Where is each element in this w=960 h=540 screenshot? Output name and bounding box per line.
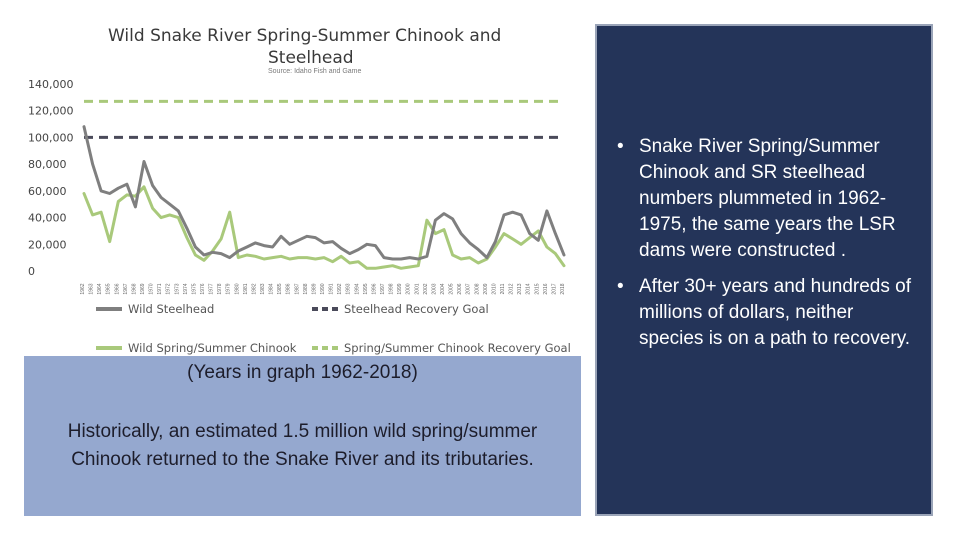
x-tick-label: 1982 bbox=[251, 283, 258, 295]
x-tick-label: 1998 bbox=[388, 283, 395, 295]
y-tick-label: 120,000 bbox=[28, 104, 74, 118]
legend-label: Spring/Summer Chinook Recovery Goal bbox=[344, 341, 571, 355]
x-tick-label: 1962 bbox=[80, 283, 86, 295]
x-tick-label: 1989 bbox=[311, 283, 318, 295]
x-tick-label: 1979 bbox=[225, 283, 232, 295]
legend-label: Wild Spring/Summer Chinook bbox=[128, 341, 297, 355]
x-tick-label: 1996 bbox=[371, 283, 378, 295]
x-tick-label: 1997 bbox=[380, 283, 386, 295]
legend-label: Wild Steelhead bbox=[128, 302, 215, 316]
x-tick-label: 1999 bbox=[397, 283, 404, 295]
side-panel bbox=[595, 24, 933, 516]
x-tick-label: 1967 bbox=[122, 283, 129, 295]
y-axis bbox=[28, 78, 74, 278]
y-tick-label: 0 bbox=[28, 265, 35, 278]
plot-lines bbox=[84, 101, 564, 268]
x-tick-label: 1995 bbox=[362, 283, 369, 295]
line-chart bbox=[24, 14, 584, 364]
y-tick-label: 100,000 bbox=[28, 131, 74, 145]
x-tick-label: 2000 bbox=[405, 283, 412, 295]
x-tick-label: 1980 bbox=[234, 283, 241, 295]
x-tick-label: 1991 bbox=[328, 283, 335, 295]
x-axis bbox=[80, 283, 566, 294]
bullet-text: After 30+ years and hundreds of millions of dollars, neither species is on a path to recovery. bbox=[639, 276, 911, 349]
x-tick-label: 2002 bbox=[422, 283, 429, 295]
x-tick-label: 2015 bbox=[534, 283, 541, 295]
x-tick-label: 1993 bbox=[345, 283, 352, 295]
x-tick-label: 1968 bbox=[131, 283, 138, 295]
x-tick-label: 2009 bbox=[482, 283, 489, 295]
x-tick-label: 2005 bbox=[448, 283, 455, 295]
y-tick-label: 20,000 bbox=[28, 238, 67, 252]
x-tick-label: 1969 bbox=[140, 283, 146, 295]
y-tick-label: 40,000 bbox=[28, 211, 67, 225]
x-tick-label: 1963 bbox=[88, 283, 95, 295]
y-tick-label: 140,000 bbox=[28, 78, 74, 91]
series-line-2 bbox=[84, 187, 564, 268]
x-tick-label: 1975 bbox=[191, 283, 198, 295]
x-tick-label: 2004 bbox=[440, 283, 446, 295]
x-tick-label: 2014 bbox=[525, 283, 532, 295]
x-tick-label: 1964 bbox=[97, 283, 104, 295]
bullet-list bbox=[617, 134, 917, 362]
x-tick-label: 2007 bbox=[465, 283, 472, 295]
caption-year-range: (Years in graph 1962-2018) bbox=[187, 362, 418, 383]
x-tick-label: 1985 bbox=[277, 283, 284, 295]
x-tick-label: 1990 bbox=[320, 283, 326, 295]
x-tick-label: 1981 bbox=[242, 283, 249, 295]
x-tick-label: 1986 bbox=[285, 283, 292, 295]
caption-historical-note: Historically, an estimated 1.5 million wild spring/summer Chinook returned to the Snake River and its tributaries. bbox=[67, 421, 538, 470]
x-tick-label: 1976 bbox=[200, 283, 206, 295]
x-tick-label: 2012 bbox=[508, 283, 515, 295]
x-tick-label: 2018 bbox=[560, 283, 566, 295]
x-tick-label: 1965 bbox=[105, 283, 112, 295]
x-tick-label: 1970 bbox=[148, 283, 155, 295]
x-tick-label: 2013 bbox=[517, 283, 524, 295]
x-tick-label: 1977 bbox=[208, 283, 215, 295]
bullet-text: Snake River Spring/Summer Chinook and SR steelhead numbers plummeted in 1962-1975, the same years the LSR dams were constructed . bbox=[639, 136, 896, 261]
x-tick-label: 2011 bbox=[500, 283, 506, 295]
chart-source: Source: Idaho Fish and Game bbox=[268, 68, 362, 75]
x-tick-label: 1987 bbox=[294, 283, 301, 295]
chart-title-line1: Wild Snake River Spring-Summer Chinook and bbox=[108, 26, 502, 46]
x-tick-label: 2001 bbox=[414, 283, 421, 295]
x-tick-label: 1966 bbox=[114, 283, 121, 295]
x-tick-label: 1988 bbox=[302, 283, 309, 295]
x-tick-label: 2017 bbox=[551, 283, 558, 295]
x-tick-label: 1973 bbox=[174, 283, 181, 295]
x-tick-label: 2016 bbox=[542, 283, 549, 295]
x-tick-label: 1994 bbox=[354, 283, 361, 295]
chart-title-line2: Steelhead bbox=[268, 48, 354, 68]
bullet-marker: • bbox=[617, 136, 624, 157]
x-tick-label: 1992 bbox=[337, 283, 344, 295]
y-tick-label: 80,000 bbox=[28, 158, 67, 172]
x-tick-label: 1983 bbox=[260, 283, 266, 295]
bullet-marker: • bbox=[617, 276, 624, 297]
caption-box bbox=[24, 356, 581, 516]
x-tick-label: 1984 bbox=[268, 283, 275, 295]
legend-label: Steelhead Recovery Goal bbox=[344, 302, 489, 316]
x-tick-label: 2006 bbox=[457, 283, 464, 295]
chart-area bbox=[24, 14, 584, 364]
series-line-0 bbox=[84, 127, 564, 259]
x-tick-label: 2003 bbox=[431, 283, 438, 295]
legend bbox=[96, 302, 571, 355]
y-tick-label: 60,000 bbox=[28, 184, 67, 198]
x-tick-label: 1978 bbox=[217, 283, 224, 295]
x-tick-label: 1974 bbox=[182, 283, 189, 295]
bullet-item bbox=[617, 274, 917, 352]
bullet-item bbox=[617, 134, 917, 264]
x-tick-label: 1971 bbox=[157, 283, 164, 295]
x-tick-label: 2008 bbox=[474, 283, 481, 295]
x-tick-label: 2010 bbox=[491, 283, 498, 295]
x-tick-label: 1972 bbox=[165, 283, 172, 295]
